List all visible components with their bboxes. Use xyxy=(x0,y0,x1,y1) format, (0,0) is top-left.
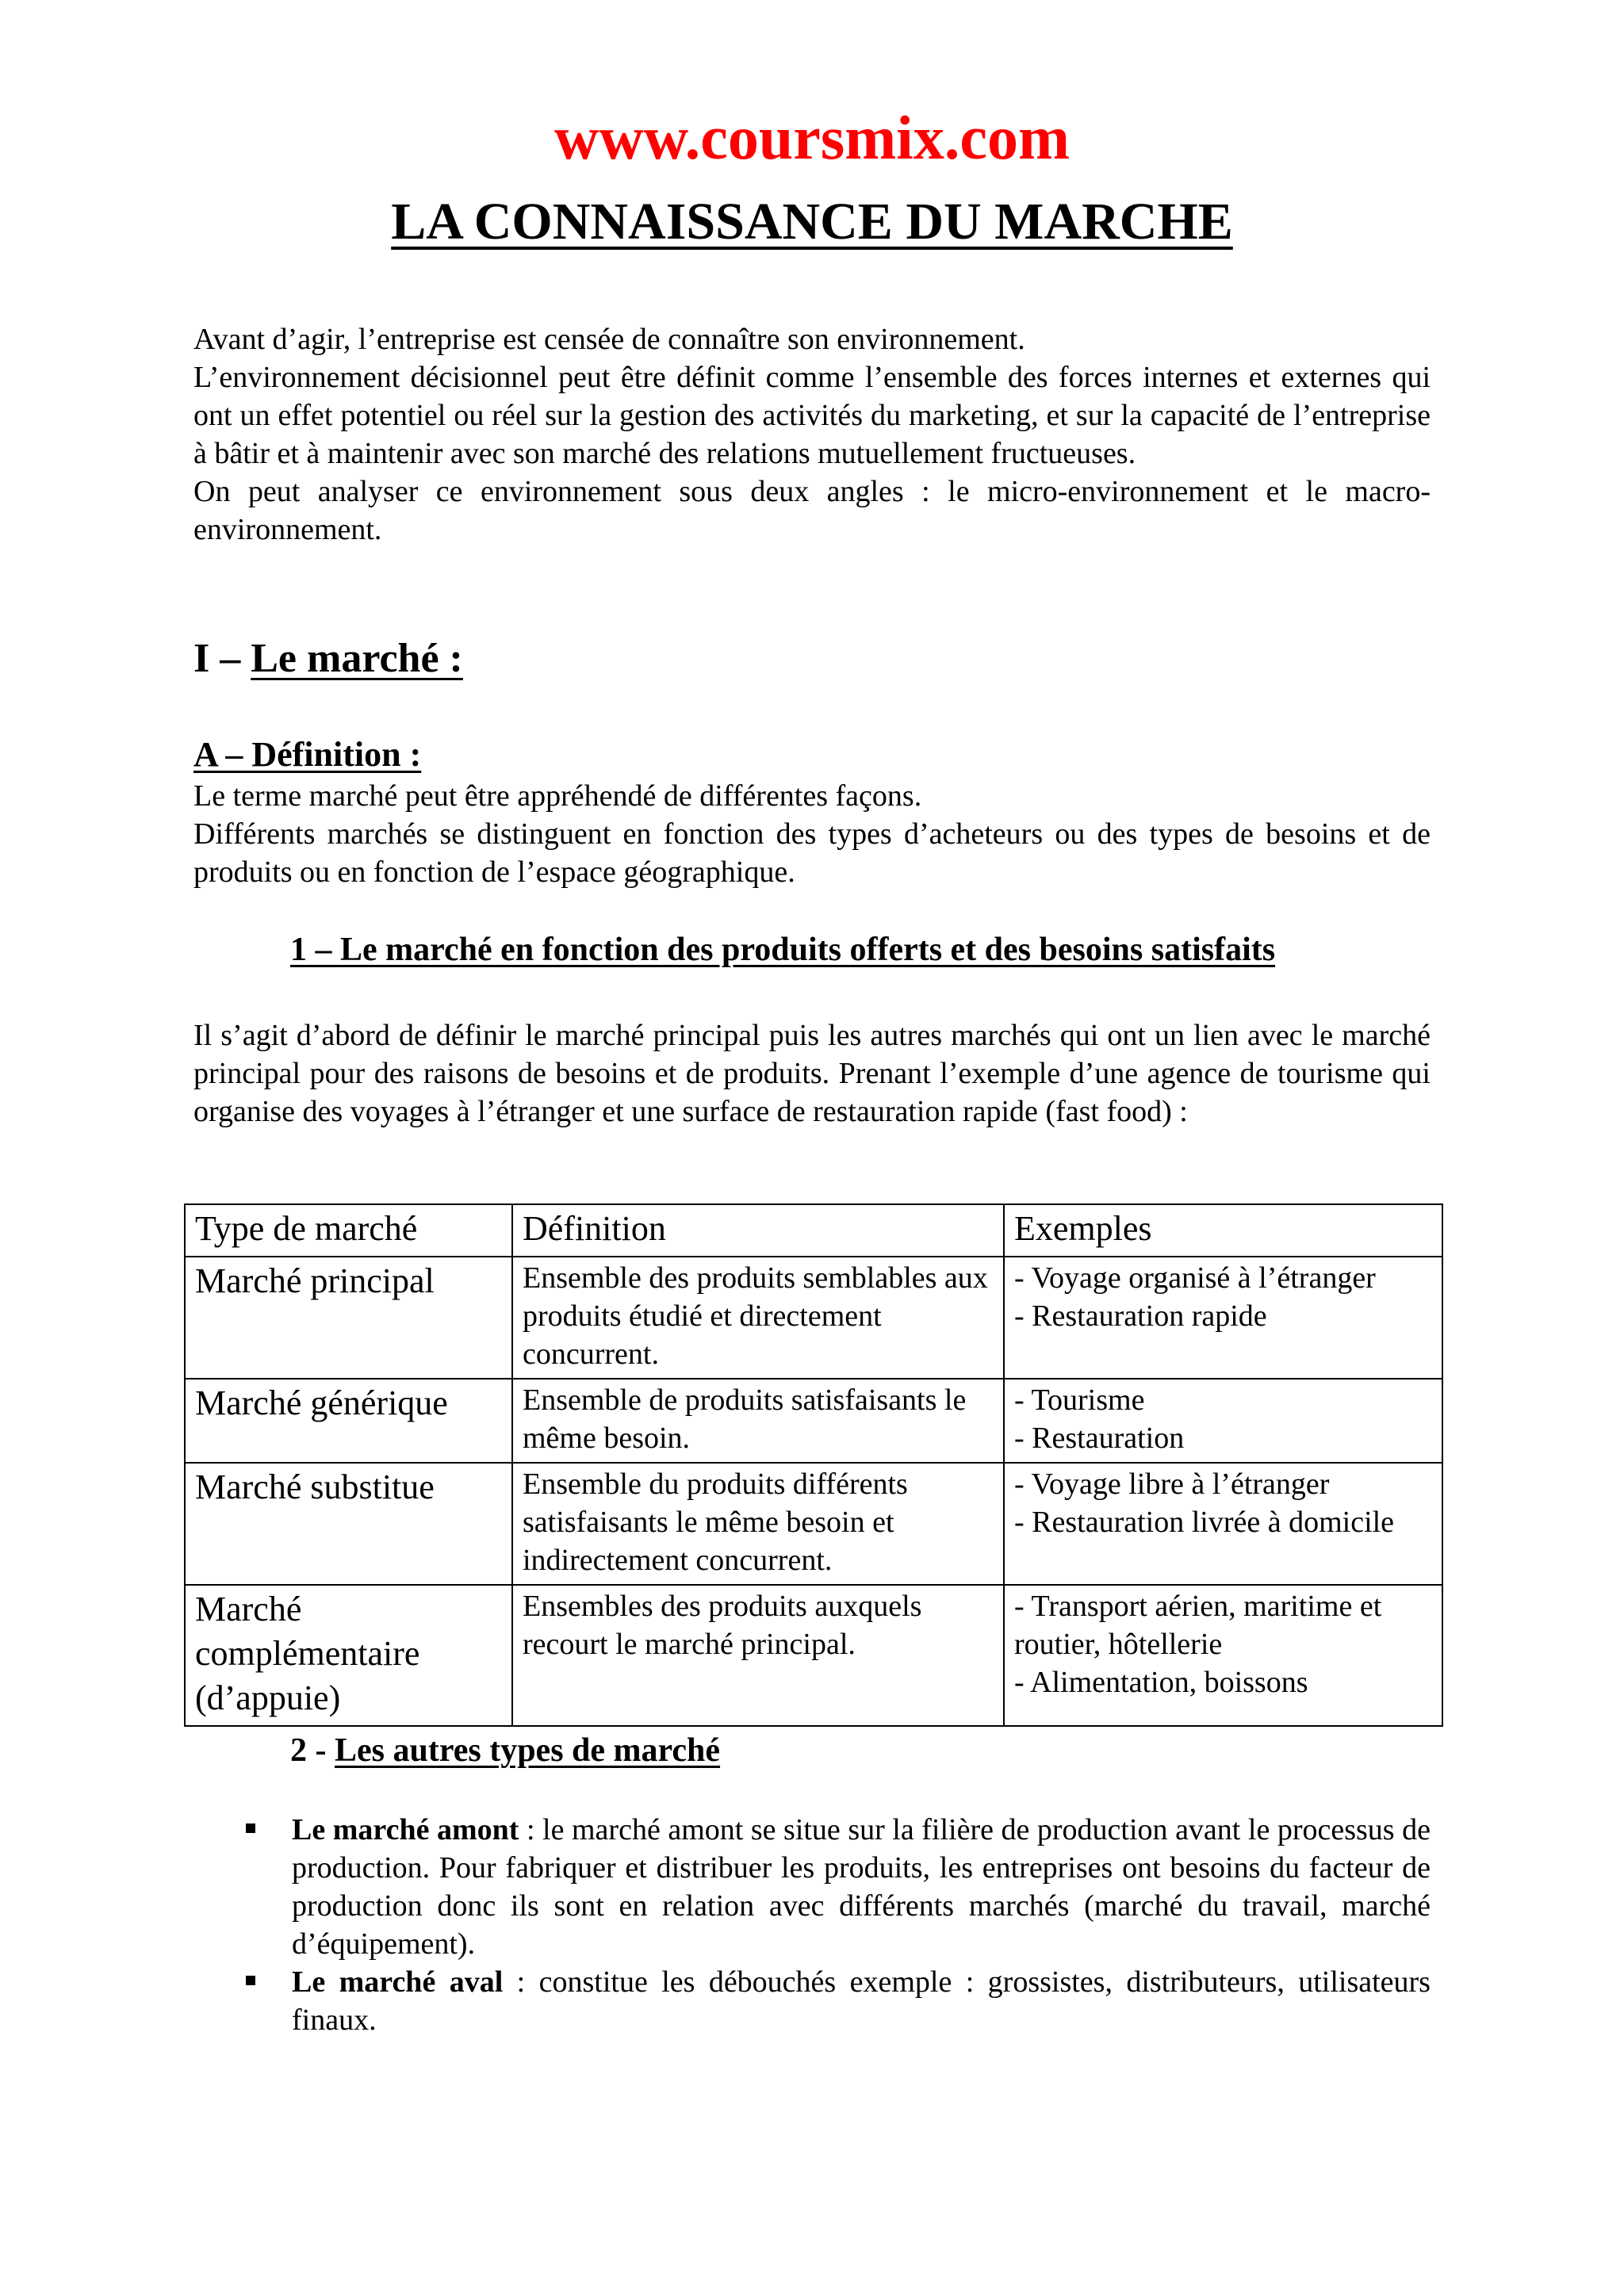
example-line: - Restauration xyxy=(1014,1422,1185,1455)
intro-paragraph-2: L’environnement décisionnel peut être définit comme l’ensemble des forces internes et externes qui ont un effet potentiel ou réel sur la gestion des activités du marketing, et sur la capacité de l’entreprise à bâtir et à maintenir avec son marché des relations mutuellement fructueuses. xyxy=(193,361,1431,470)
table-row xyxy=(185,1257,1442,1379)
table-header-row xyxy=(185,1204,1442,1257)
table-cell-examples xyxy=(1004,1585,1442,1726)
products-needs-paragraph xyxy=(193,1016,1431,1131)
intro-section xyxy=(193,320,1431,549)
other-markets-list xyxy=(193,1811,1431,2039)
subsection-title-2: Les autres types de marché xyxy=(335,1732,721,1769)
site-url[interactable]: www.coursmix.com xyxy=(554,103,1070,172)
list-item-term: Le marché aval xyxy=(292,1965,504,1999)
table-cell-examples xyxy=(1004,1379,1442,1463)
table-cell-definition: Ensemble des produits semblables aux produits étudié et directement concurrent. xyxy=(512,1257,1004,1379)
list-item xyxy=(193,1963,1431,2039)
table-row xyxy=(185,1463,1442,1585)
intro-paragraph-3: On peut analyser ce environnement sous deux angles : le micro-environnement et le macro-environnement. xyxy=(193,475,1431,546)
list-item-text: : le marché amont se situe sur la filière de production avant le processus de production. Pour fabriquer et distribuer les produits, les entreprises ont besoins du facteur de production donc ils sont en relation avec différents marchés (marché du travail, marché d’équipement). xyxy=(292,1813,1431,1961)
section-number: I – xyxy=(193,636,251,681)
definition-paragraph-2: Différents marchés se distinguent en fonction des types d’acheteurs ou des types de besoins et de produits ou en fonction de l’espace géographique. xyxy=(193,817,1431,889)
market-types-table xyxy=(184,1203,1443,1727)
example-line: - Tourisme xyxy=(1014,1383,1145,1417)
list-item-text: : constitue les débouchés exemple : grossistes, distributeurs, utilisateurs finaux. xyxy=(292,1965,1431,2037)
subsection-number-2: 2 - xyxy=(290,1732,335,1769)
example-line: - Voyage libre à l’étranger xyxy=(1014,1468,1330,1501)
example-line: - Voyage organisé à l’étranger xyxy=(1014,1261,1376,1295)
subsection-heading-definition: A – Définition : xyxy=(193,735,422,774)
page-title-text: LA CONNAISSANCE DU MARCHE xyxy=(391,193,1233,251)
table-cell-type: Marché générique xyxy=(185,1379,512,1463)
subsection-title-1: 1 – Le marché en fonction des produits offerts et des besoins satisfaits xyxy=(290,932,1276,968)
table-cell-examples xyxy=(1004,1257,1442,1379)
example-line: - Alimentation, boissons xyxy=(1014,1666,1308,1699)
table-cell-type: Marché substitue xyxy=(185,1463,512,1585)
example-line: - Restauration livrée à domicile xyxy=(1014,1506,1395,1539)
section-title: Le marché : xyxy=(251,636,463,681)
table-header-definition: Définition xyxy=(512,1204,1004,1257)
example-line: - Restauration rapide xyxy=(1014,1299,1267,1333)
table-cell-type: Marché complémentaire (d’appuie) xyxy=(185,1585,512,1726)
square-bullet-icon xyxy=(246,1976,255,1985)
table-row xyxy=(185,1379,1442,1463)
subsection-heading-other-markets xyxy=(290,1728,720,1773)
table-cell-examples xyxy=(1004,1463,1442,1585)
table-cell-type: Marché principal xyxy=(185,1257,512,1379)
definition-paragraph-1: Le terme marché peut être appréhendé de différentes façons. xyxy=(193,779,922,813)
square-bullet-icon xyxy=(246,1823,255,1833)
table-cell-definition: Ensemble du produits différents satisfaisants le même besoin et indirectement concurrent. xyxy=(512,1463,1004,1585)
page-title xyxy=(0,190,1624,254)
table-cell-definition: Ensembles des produits auxquels recourt le marché principal. xyxy=(512,1585,1004,1726)
table-header-type: Type de marché xyxy=(185,1204,512,1257)
table-header-examples: Exemples xyxy=(1004,1204,1442,1257)
intro-paragraph-1: Avant d’agir, l’entreprise est censée de connaître son environnement. xyxy=(193,323,1025,356)
list-item-term: Le marché amont xyxy=(292,1813,519,1846)
section-heading-market xyxy=(193,631,463,687)
products-needs-text: Il s’agit d’abord de définir le marché principal puis les autres marchés qui ont un lien avec le marché principal pour des raisons de besoins et de produits. Prenant l’exemple d’une agence de tourisme qui organise des voyages à l’étranger et une surface de restauration rapide (fast food) : xyxy=(193,1019,1431,1128)
list-item xyxy=(193,1811,1431,1963)
subsection-heading-products-needs xyxy=(290,928,1275,972)
definition-section xyxy=(193,777,1431,891)
example-line: - Transport aérien, maritime et routier, hôtellerie xyxy=(1014,1590,1382,1661)
table-row xyxy=(185,1585,1442,1726)
table-cell-definition: Ensemble de produits satisfaisants le même besoin. xyxy=(512,1379,1004,1463)
